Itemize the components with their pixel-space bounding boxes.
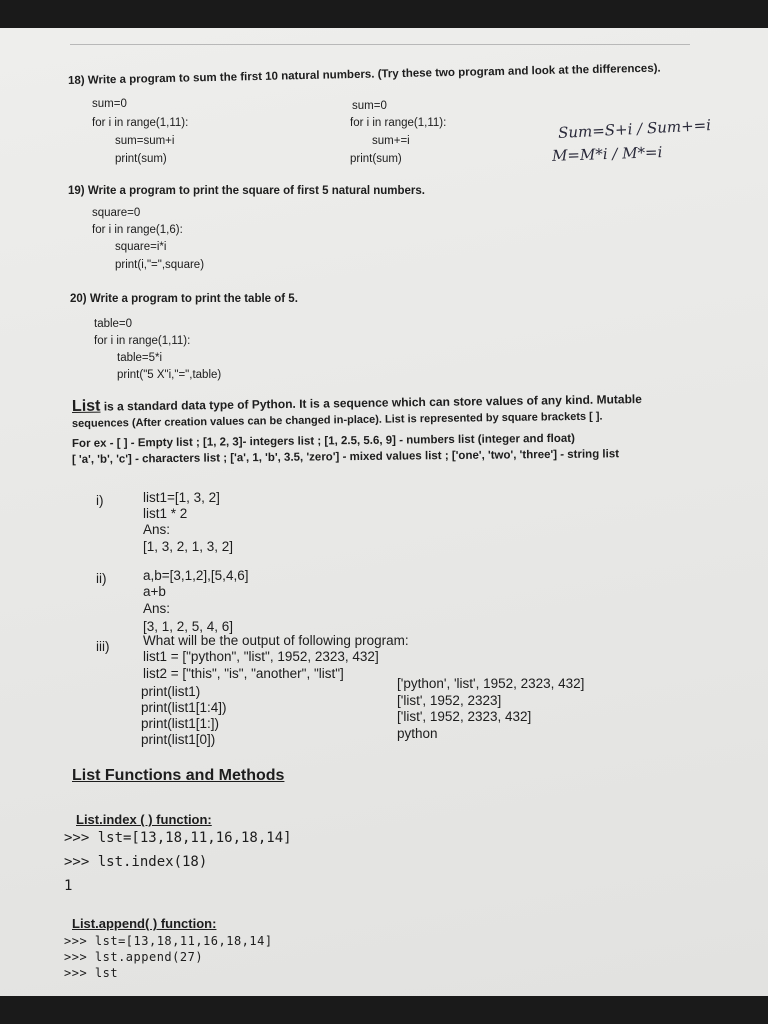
handwritten-note-line-2: M=M*i / M*=i — [551, 143, 663, 165]
q18-right-line-4: print(sum) — [350, 153, 402, 165]
example-ii-line-4: [3, 1, 2, 5, 4, 6] — [143, 619, 234, 634]
q18-left-line-1: sum=0 — [92, 98, 127, 110]
example-iii-output-2: ['list', 1952, 2323] — [397, 693, 502, 708]
page-top-rule — [70, 44, 690, 45]
example-i-line-3: Ans: — [143, 522, 171, 537]
example-iii-line-5: print(list1[1:4]) — [141, 700, 227, 715]
list-example-line-1: For ex - [ ] - Empty list ; [1, 2, 3]- integers list ; [1, 2.5, 5.6, 9] - numbers list (integer and float) — [71, 432, 575, 450]
example-i-line-1: list1=[1, 3, 2] — [143, 490, 220, 505]
example-iii-line-2: list1 = ["python", "list", 1952, 2323, 432] — [143, 649, 379, 664]
q19-line-1: square=0 — [92, 207, 141, 219]
q19-line-2: for i in range(1,6): — [92, 224, 183, 236]
list-term: List — [71, 397, 101, 415]
example-iii-output-1: ['python', 'list', 1952, 2323, 432] — [397, 676, 585, 691]
q18-left-line-4: print(sum) — [115, 153, 167, 165]
example-i-label: i) — [96, 493, 104, 508]
example-iii-line-6: print(list1[1:]) — [141, 716, 220, 731]
example-iii-label: iii) — [96, 639, 110, 654]
list-functions-heading: List Functions and Methods — [72, 767, 285, 784]
example-iii-line-7: print(list1[0]) — [141, 732, 216, 747]
list-intro-text-1: is a standard data type of Python. It is a sequence which can store values of any kind. Mutable — [100, 392, 642, 414]
example-iii-line-3: list2 = ["this", "is", "another", "list"] — [143, 666, 344, 681]
example-ii-line-3: Ans: — [143, 601, 171, 616]
example-ii-line-2: a+b — [143, 584, 166, 599]
append-function-title: List.append( ) function: — [72, 916, 217, 931]
example-iii-line-4: print(list1) — [141, 684, 201, 699]
q19-line-3: square=i*i — [115, 241, 167, 253]
example-i-line-4: [1, 3, 2, 1, 3, 2] — [143, 539, 234, 554]
index-code-line-1: >>> lst=[13,18,11,16,18,14] — [64, 830, 292, 846]
example-iii-output-3: ['list', 1952, 2323, 432] — [397, 709, 532, 724]
index-code-result: 1 — [64, 878, 73, 894]
q18-right-line-2: for i in range(1,11): — [350, 117, 447, 129]
q20-title: 20) Write a program to print the table of 5. — [70, 293, 298, 305]
list-intro-line-2: sequences (After creation values can be changed in-place). List is represented by square brackets [ ]. — [71, 410, 603, 430]
q20-line-3: table=5*i — [117, 352, 163, 364]
example-iii-output-4: python — [397, 726, 438, 741]
handwritten-note-line-1: Sum=S+i / Sum+=i — [557, 116, 712, 142]
q19-line-4: print(i,"=",square) — [115, 259, 205, 271]
example-i-line-2: list1 * 2 — [143, 506, 188, 521]
q20-line-2: for i in range(1,11): — [94, 335, 191, 347]
append-code-line-2: >>> lst.append(27) — [64, 950, 204, 964]
append-code-line-3: >>> lst — [64, 966, 119, 980]
index-function-title: List.index ( ) function: — [76, 812, 212, 827]
list-example-line-2: [ 'a', 'b', 'c'] - characters list ; ['a', 1, 'b', 3.5, 'zero'] - mixed values list ; ['one', 'two', 'three'] - string list — [71, 448, 620, 466]
q18-title: 18) Write a program to sum the first 10 natural numbers. (Try these two program and look at the differences). — [67, 62, 661, 87]
q20-line-4: print("5 X"i,"=",table) — [117, 369, 222, 381]
q18-left-line-2: for i in range(1,11): — [92, 117, 189, 129]
append-code-line-1: >>> lst=[13,18,11,16,18,14] — [64, 934, 273, 948]
example-iii-line-1: What will be the output of following program: — [143, 633, 409, 648]
q18-right-line-3: sum+=i — [372, 135, 410, 147]
q19-title: 19) Write a program to print the square of first 5 natural numbers. — [68, 185, 425, 197]
index-code-line-2: >>> lst.index(18) — [64, 854, 208, 870]
q18-right-line-1: sum=0 — [352, 100, 387, 112]
example-ii-label: ii) — [96, 571, 107, 586]
example-ii-line-1: a,b=[3,1,2],[5,4,6] — [143, 568, 249, 583]
q20-line-1: table=0 — [94, 318, 133, 330]
q18-left-line-3: sum=sum+i — [115, 135, 175, 147]
scanned-page — [0, 28, 768, 996]
